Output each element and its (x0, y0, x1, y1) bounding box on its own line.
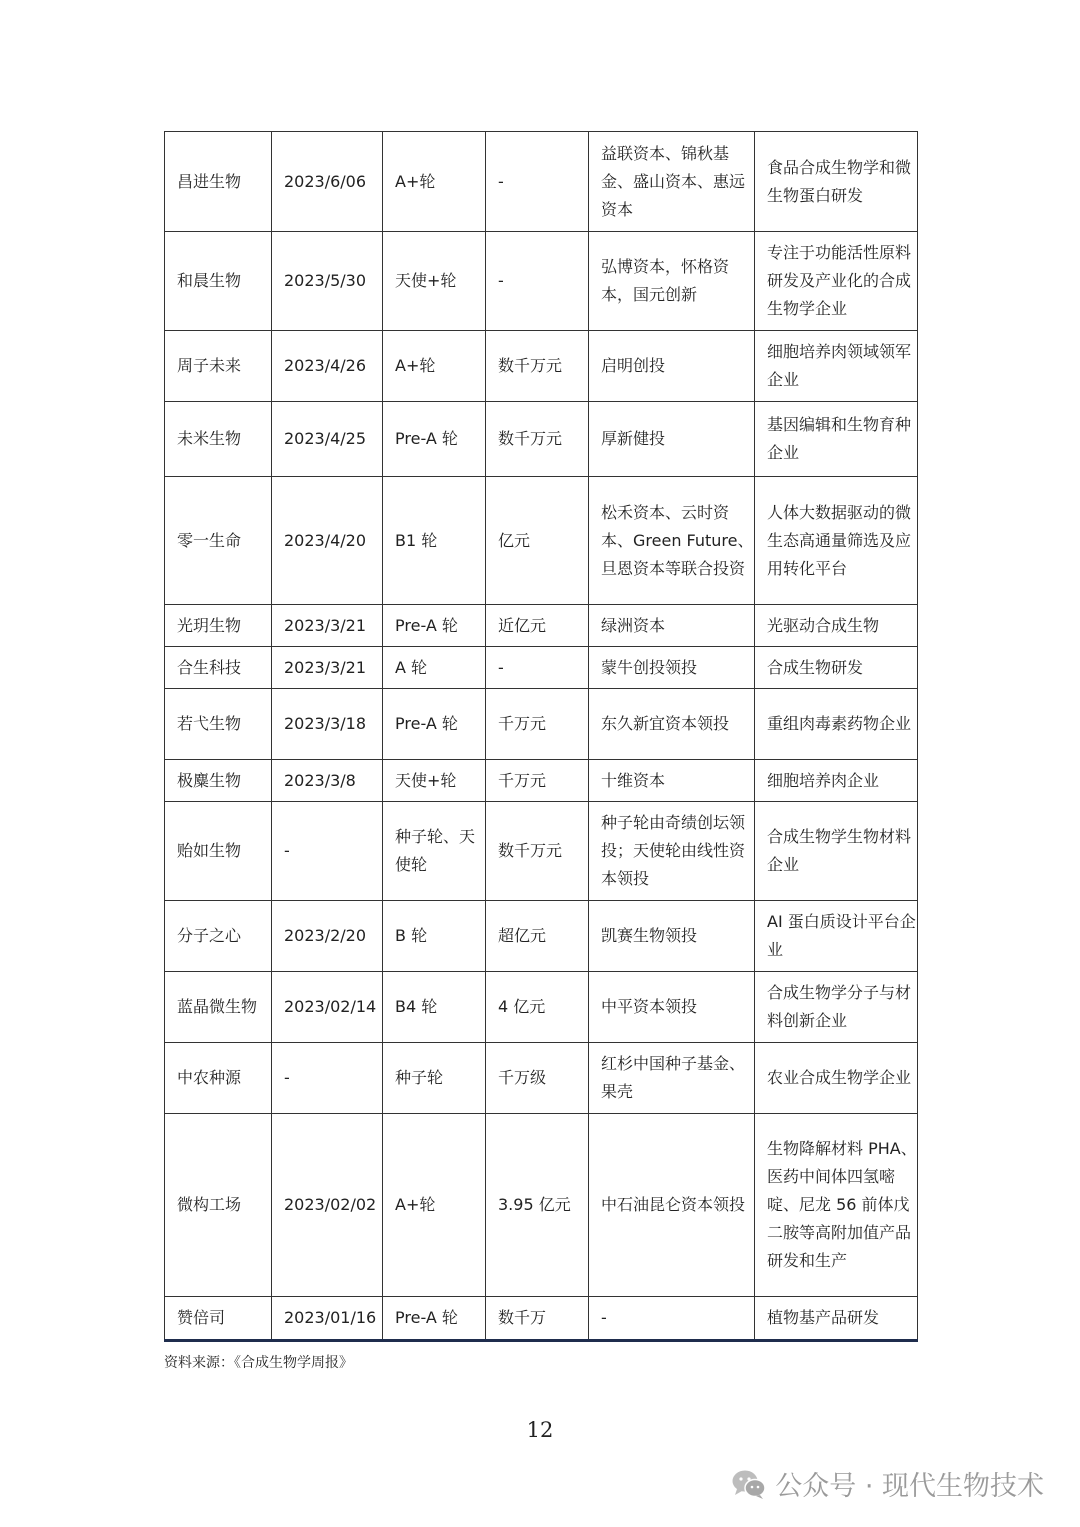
cell-amount: 数千万元 (486, 331, 589, 402)
cell-company: 周子未来 (165, 331, 272, 402)
cell-investors: - (589, 1297, 755, 1341)
source-note: 资料来源：《合成生物学周报》 (164, 1355, 353, 1371)
table-row (165, 605, 918, 647)
cell-round: A 轮 (383, 647, 486, 689)
cell-date: 2023/6/06 (272, 132, 383, 232)
cell-investors: 十维资本 (589, 760, 755, 802)
cell-investors: 松禾资本、云时资本、Green Future、旦恩资本等联合投资 (589, 477, 755, 605)
cell-company: 零一生命 (165, 477, 272, 605)
cell-round: A+轮 (383, 132, 486, 232)
cell-date: 2023/4/25 (272, 402, 383, 477)
table-row (165, 647, 918, 689)
cell-company: 赞倍司 (165, 1297, 272, 1341)
cell-investors: 厚新健投 (589, 402, 755, 477)
cell-business: 光驱动合成生物 (755, 605, 918, 647)
cell-round: B4 轮 (383, 972, 486, 1043)
cell-company: 光玥生物 (165, 605, 272, 647)
table-row (165, 477, 918, 605)
cell-investors: 红杉中国种子基金、果壳 (589, 1043, 755, 1114)
cell-investors: 弘博资本，怀格资本，国元创新 (589, 232, 755, 331)
cell-round: B1 轮 (383, 477, 486, 605)
cell-amount: 亿元 (486, 477, 589, 605)
watermark (731, 1464, 1044, 1503)
table-row (165, 1297, 918, 1341)
cell-amount: - (486, 132, 589, 232)
cell-company: 合生科技 (165, 647, 272, 689)
cell-company: 蓝晶微生物 (165, 972, 272, 1043)
cell-round: B 轮 (383, 901, 486, 972)
cell-company: 未米生物 (165, 402, 272, 477)
cell-business: 细胞培养肉企业 (755, 760, 918, 802)
cell-amount: 数千万元 (486, 802, 589, 901)
cell-date: 2023/3/18 (272, 689, 383, 760)
table-row (165, 1043, 918, 1114)
table-row (165, 402, 918, 477)
page-number: 12 (526, 1418, 554, 1442)
cell-round: 种子轮 (383, 1043, 486, 1114)
cell-investors: 凯赛生物领投 (589, 901, 755, 972)
cell-business: 生物降解材料 PHA、医药中间体四氢嘧啶、尼龙 56 前体戊二胺等高附加值产品研发和生产 (755, 1114, 918, 1297)
cell-amount: 近亿元 (486, 605, 589, 647)
cell-company: 中农种源 (165, 1043, 272, 1114)
table-row (165, 689, 918, 760)
watermark-text: 公众号 · 现代生物技术 (775, 1471, 1044, 1502)
cell-company: 极麋生物 (165, 760, 272, 802)
cell-round: Pre-A 轮 (383, 402, 486, 477)
cell-date: 2023/3/21 (272, 605, 383, 647)
table-row (165, 331, 918, 402)
cell-date: 2023/02/02 (272, 1114, 383, 1297)
cell-investors: 东久新宜资本领投 (589, 689, 755, 760)
cell-company: 分子之心 (165, 901, 272, 972)
financing-table (164, 131, 918, 1342)
cell-amount: - (486, 232, 589, 331)
cell-date: 2023/2/20 (272, 901, 383, 972)
cell-business: 基因编辑和生物育种企业 (755, 402, 918, 477)
cell-investors: 中平资本领投 (589, 972, 755, 1043)
cell-business: 合成生物研发 (755, 647, 918, 689)
financing-table-body (165, 132, 918, 1341)
cell-business: 植物基产品研发 (755, 1297, 918, 1341)
cell-investors: 启明创投 (589, 331, 755, 402)
cell-date: - (272, 1043, 383, 1114)
table-row (165, 972, 918, 1043)
cell-round: A+轮 (383, 331, 486, 402)
wechat-icon (731, 1468, 767, 1500)
cell-round: A+轮 (383, 1114, 486, 1297)
cell-amount: 4 亿元 (486, 972, 589, 1043)
cell-date: 2023/3/21 (272, 647, 383, 689)
cell-date: 2023/4/26 (272, 331, 383, 402)
cell-investors: 绿洲资本 (589, 605, 755, 647)
cell-amount: 千万级 (486, 1043, 589, 1114)
cell-investors: 蒙牛创投领投 (589, 647, 755, 689)
cell-amount: 数千万 (486, 1297, 589, 1341)
cell-investors: 益联资本、锦秋基金、盛山资本、惠远资本 (589, 132, 755, 232)
cell-date: 2023/5/30 (272, 232, 383, 331)
cell-business: 食品合成生物学和微生物蛋白研发 (755, 132, 918, 232)
cell-amount: 超亿元 (486, 901, 589, 972)
cell-business: 重组肉毒素药物企业 (755, 689, 918, 760)
cell-round: 天使+轮 (383, 760, 486, 802)
cell-investors: 中石油昆仑资本领投 (589, 1114, 755, 1297)
cell-round: Pre-A 轮 (383, 605, 486, 647)
cell-date: 2023/3/8 (272, 760, 383, 802)
cell-round: Pre-A 轮 (383, 1297, 486, 1341)
cell-company: 昌进生物 (165, 132, 272, 232)
cell-business: 农业合成生物学企业 (755, 1043, 918, 1114)
cell-investors: 种子轮由奇绩创坛领投；天使轮由线性资本领投 (589, 802, 755, 901)
table-row (165, 1114, 918, 1297)
table-row (165, 901, 918, 972)
cell-business: 合成生物学生物材料企业 (755, 802, 918, 901)
cell-date: 2023/02/14 (272, 972, 383, 1043)
cell-company: 贻如生物 (165, 802, 272, 901)
cell-round: 种子轮、天使轮 (383, 802, 486, 901)
cell-date: 2023/01/16 (272, 1297, 383, 1341)
cell-round: 天使+轮 (383, 232, 486, 331)
cell-business: 细胞培养肉领域领军企业 (755, 331, 918, 402)
cell-company: 微构工场 (165, 1114, 272, 1297)
cell-business: 合成生物学分子与材料创新企业 (755, 972, 918, 1043)
cell-date: 2023/4/20 (272, 477, 383, 605)
cell-business: 人体大数据驱动的微生态高通量筛选及应用转化平台 (755, 477, 918, 605)
cell-amount: 千万元 (486, 760, 589, 802)
cell-business: 专注于功能活性原料研发及产业化的合成生物学企业 (755, 232, 918, 331)
cell-amount: - (486, 647, 589, 689)
cell-round: Pre-A 轮 (383, 689, 486, 760)
cell-company: 若弋生物 (165, 689, 272, 760)
cell-amount: 千万元 (486, 689, 589, 760)
cell-company: 和晨生物 (165, 232, 272, 331)
table-row (165, 802, 918, 901)
table-row (165, 132, 918, 232)
cell-amount: 3.95 亿元 (486, 1114, 589, 1297)
cell-date: - (272, 802, 383, 901)
table-row (165, 760, 918, 802)
table-row (165, 232, 918, 331)
cell-business: AI 蛋白质设计平台企业 (755, 901, 918, 972)
cell-amount: 数千万元 (486, 402, 589, 477)
